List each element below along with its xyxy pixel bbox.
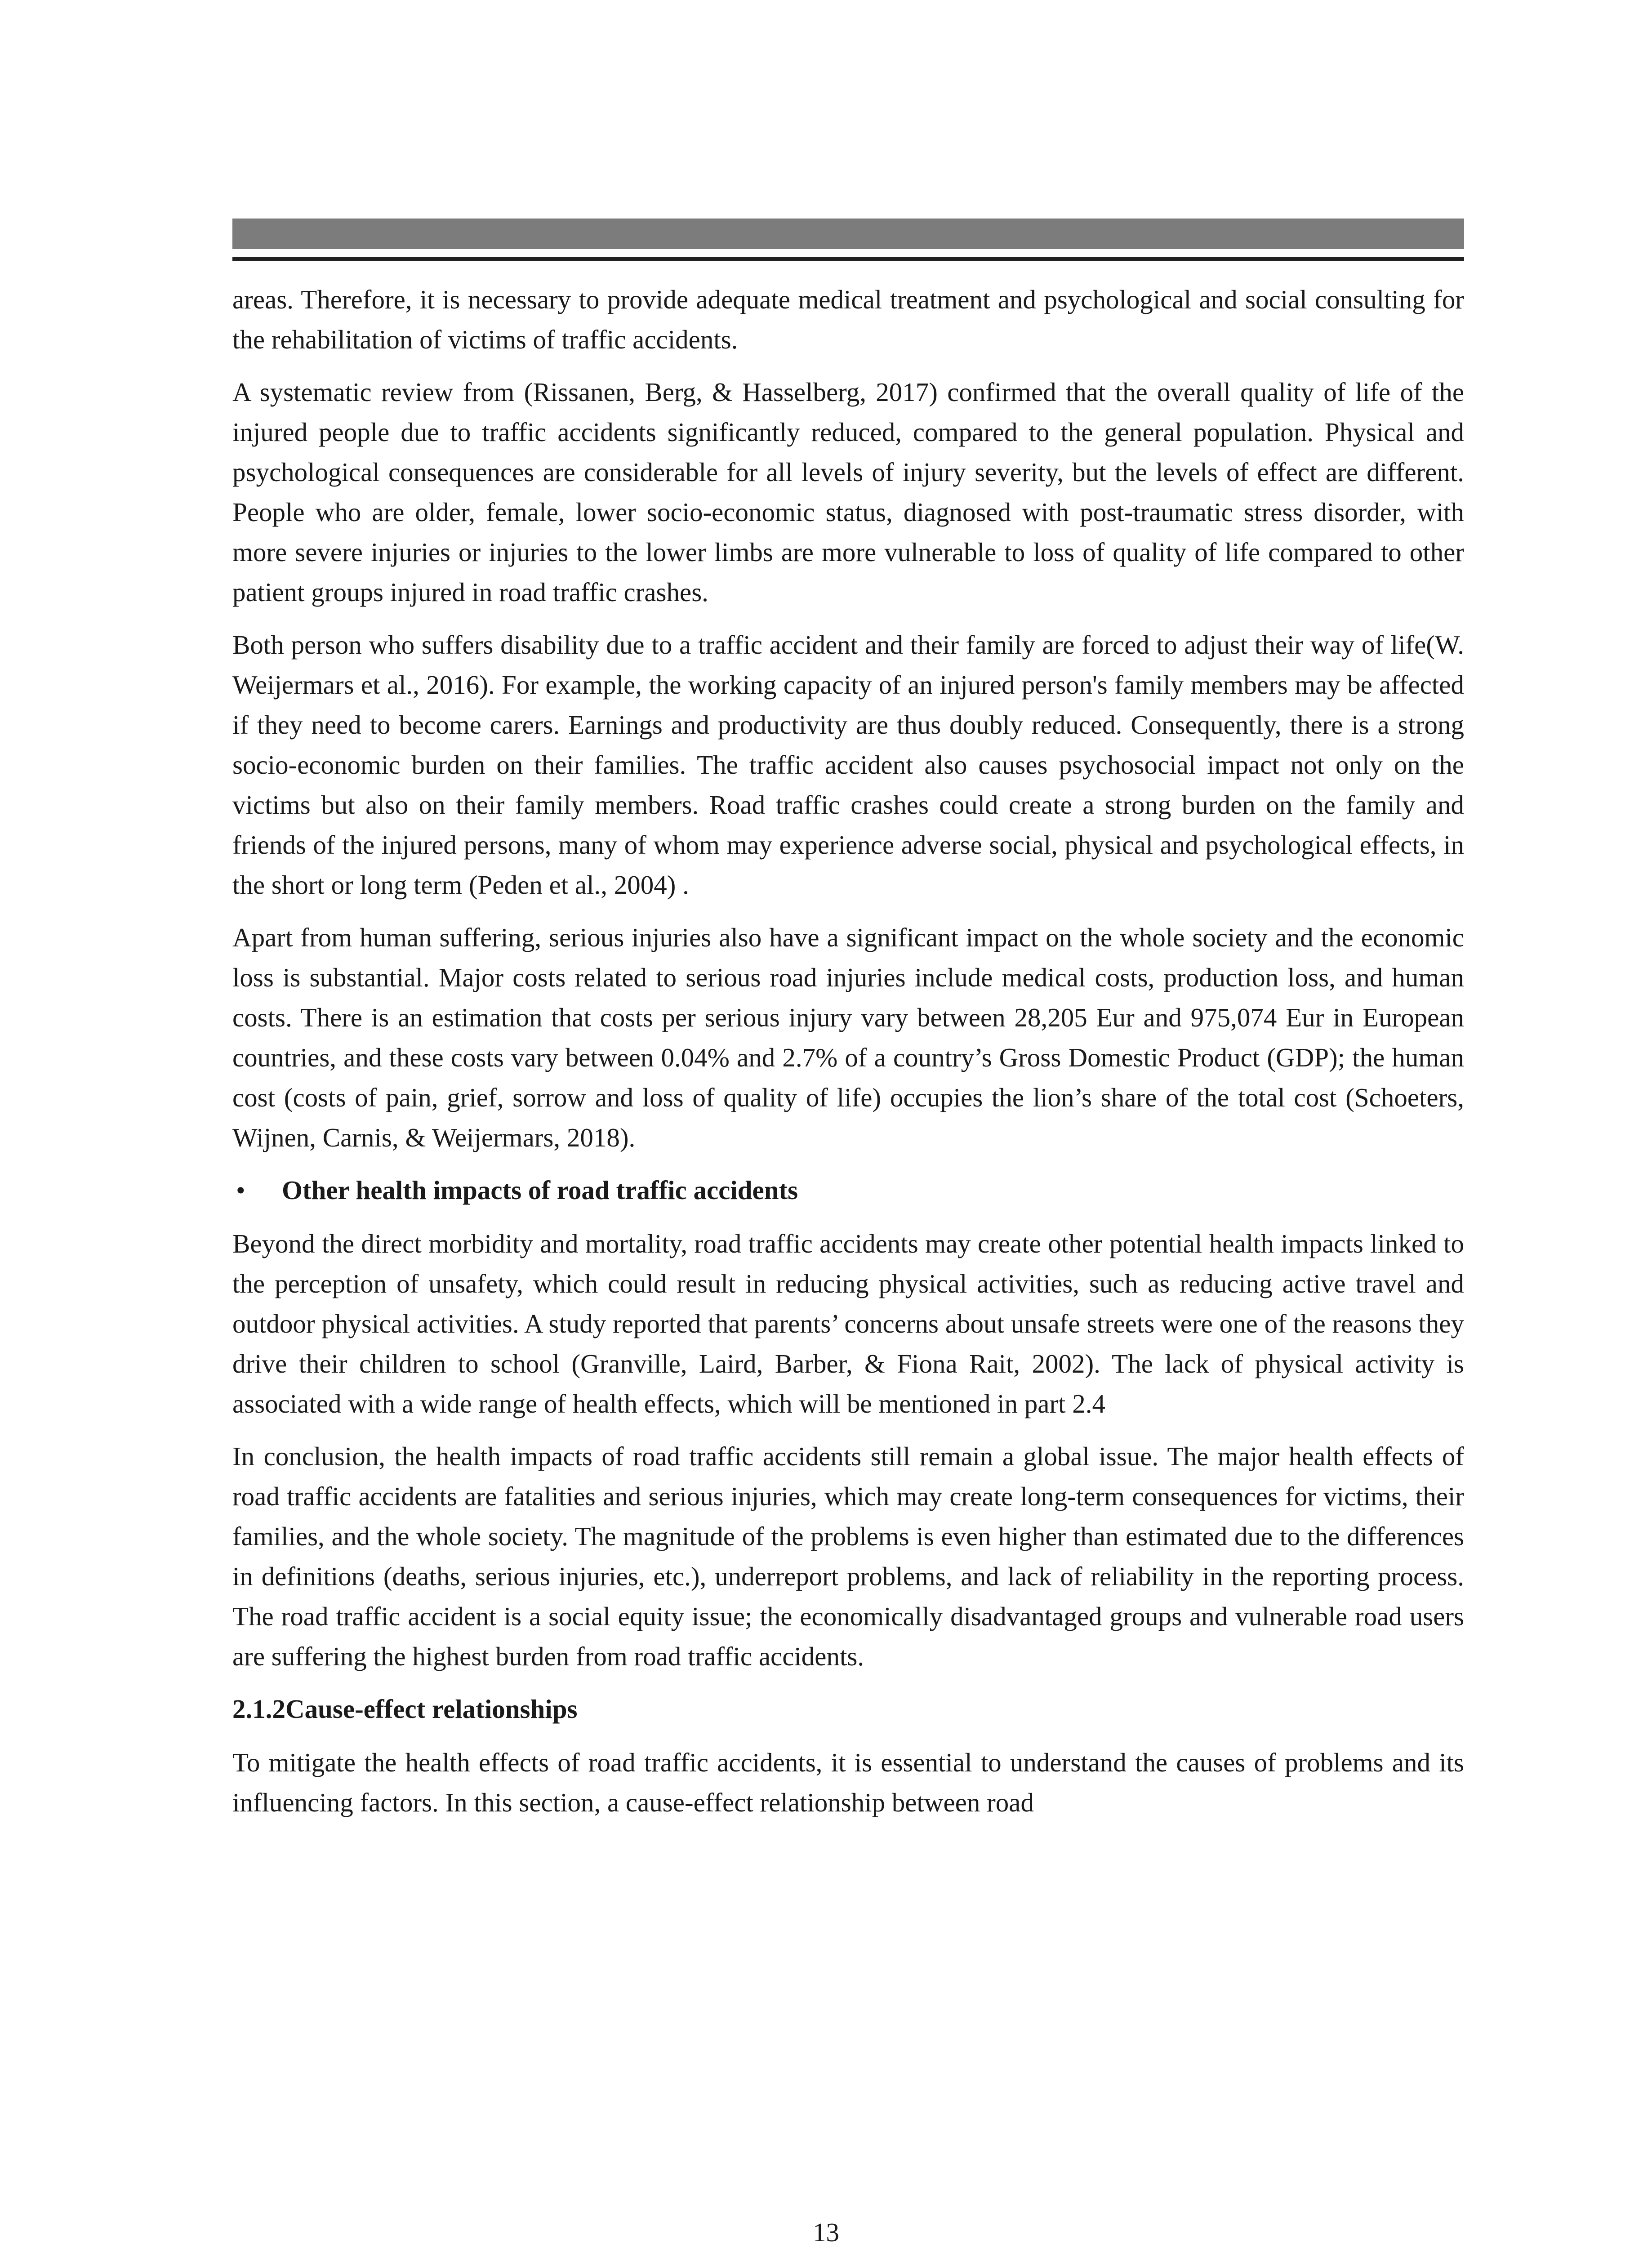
section-heading: 2.1.2Cause-effect relationships (232, 1694, 578, 1724)
header-band (232, 219, 1464, 249)
page-number: 13 (813, 2217, 839, 2247)
paragraph: In conclusion, the health impacts of road traffic accidents still remain a global issue. The major health effects of road traffic accidents are fatalities and serious injuries, which may create long-term consequences for victims, their families, and the whole society. The magnitude of the problems is even higher than estimated due to the differences in definitions (deaths, serious injuries, etc.), underreport problems, and lack of reliability in the reporting process. The road traffic accident is a social equity issue; the economically disadvantaged groups and vulnerable road users are suffering the highest burden from road traffic accidents. (232, 1441, 1464, 1671)
paragraph: A systematic review from (Rissanen, Berg, & Hasselberg, 2017) confirmed that the overall quality of life of the injured people due to traffic accidents significantly reduced, compared to the general population. Physical and psychological consequences are considerable for all levels of injury severity, but the levels of effect are different. People who are older, female, lower socio-economic status, diagnosed with post-traumatic stress disorder, with more severe injuries or injuries to the lower limbs are more vulnerable to loss of quality of life compared to other patient groups injured in road traffic crashes. (232, 377, 1464, 607)
paragraph: To mitigate the health effects of road traffic accidents, it is essential to understand the causes of problems and its influencing factors. In this section, a cause-effect relationship between road (232, 1748, 1464, 1817)
bullet-icon: • (236, 1175, 245, 1205)
paragraph: Beyond the direct morbidity and mortality, road traffic accidents may create other potential health impacts linked to the perception of unsafety, which could result in reducing physical activities, such as reducing active travel and outdoor physical activities. A study reported that parents’ concerns about unsafe streets were one of the reasons they drive their children to school (Granville, Laird, Barber, & Fiona Rait, 2002). The lack of physical activity is associated with a wide range of health effects, which will be mentioned in part 2.4 (232, 1229, 1464, 1418)
page-body (232, 280, 1464, 1835)
bullet-heading-text: Other health impacts of road traffic accidents (282, 1175, 798, 1205)
header-rule (232, 257, 1464, 261)
bullet-heading (232, 1170, 1464, 1210)
paragraph: Both person who suffers disability due to a traffic accident and their family are forced to adjust their way of life(W. Weijermars et al., 2016). For example, the working capacity of an injured person's family members may be affected if they need to become carers. Earnings and productivity are thus doubly reduced. Consequently, there is a strong socio-economic burden on their families. The traffic accident also causes psychosocial impact not only on the victims but also on their family members. Road traffic crashes could create a strong burden on the family and friends of the injured persons, many of whom may experience adverse social, physical and psychological effects, in the short or long term (Peden et al., 2004) . (232, 630, 1464, 900)
paragraph: Apart from human suffering, serious injuries also have a significant impact on the whole society and the economic loss is substantial. Major costs related to serious road injuries include medical costs, production loss, and human costs. There is an estimation that costs per serious injury vary between 28,205 Eur and 975,074 Eur in European countries, and these costs vary between 0.04% and 2.7% of a country’s Gross Domestic Product (GDP); the human cost (costs of pain, grief, sorrow and loss of quality of life) occupies the lion’s share of the total cost (Schoeters, Wijnen, Carnis, & Weijermars, 2018). (232, 923, 1464, 1152)
paragraph: areas. Therefore, it is necessary to provide adequate medical treatment and psychological and social consulting for the rehabilitation of victims of traffic accidents. (232, 285, 1464, 354)
